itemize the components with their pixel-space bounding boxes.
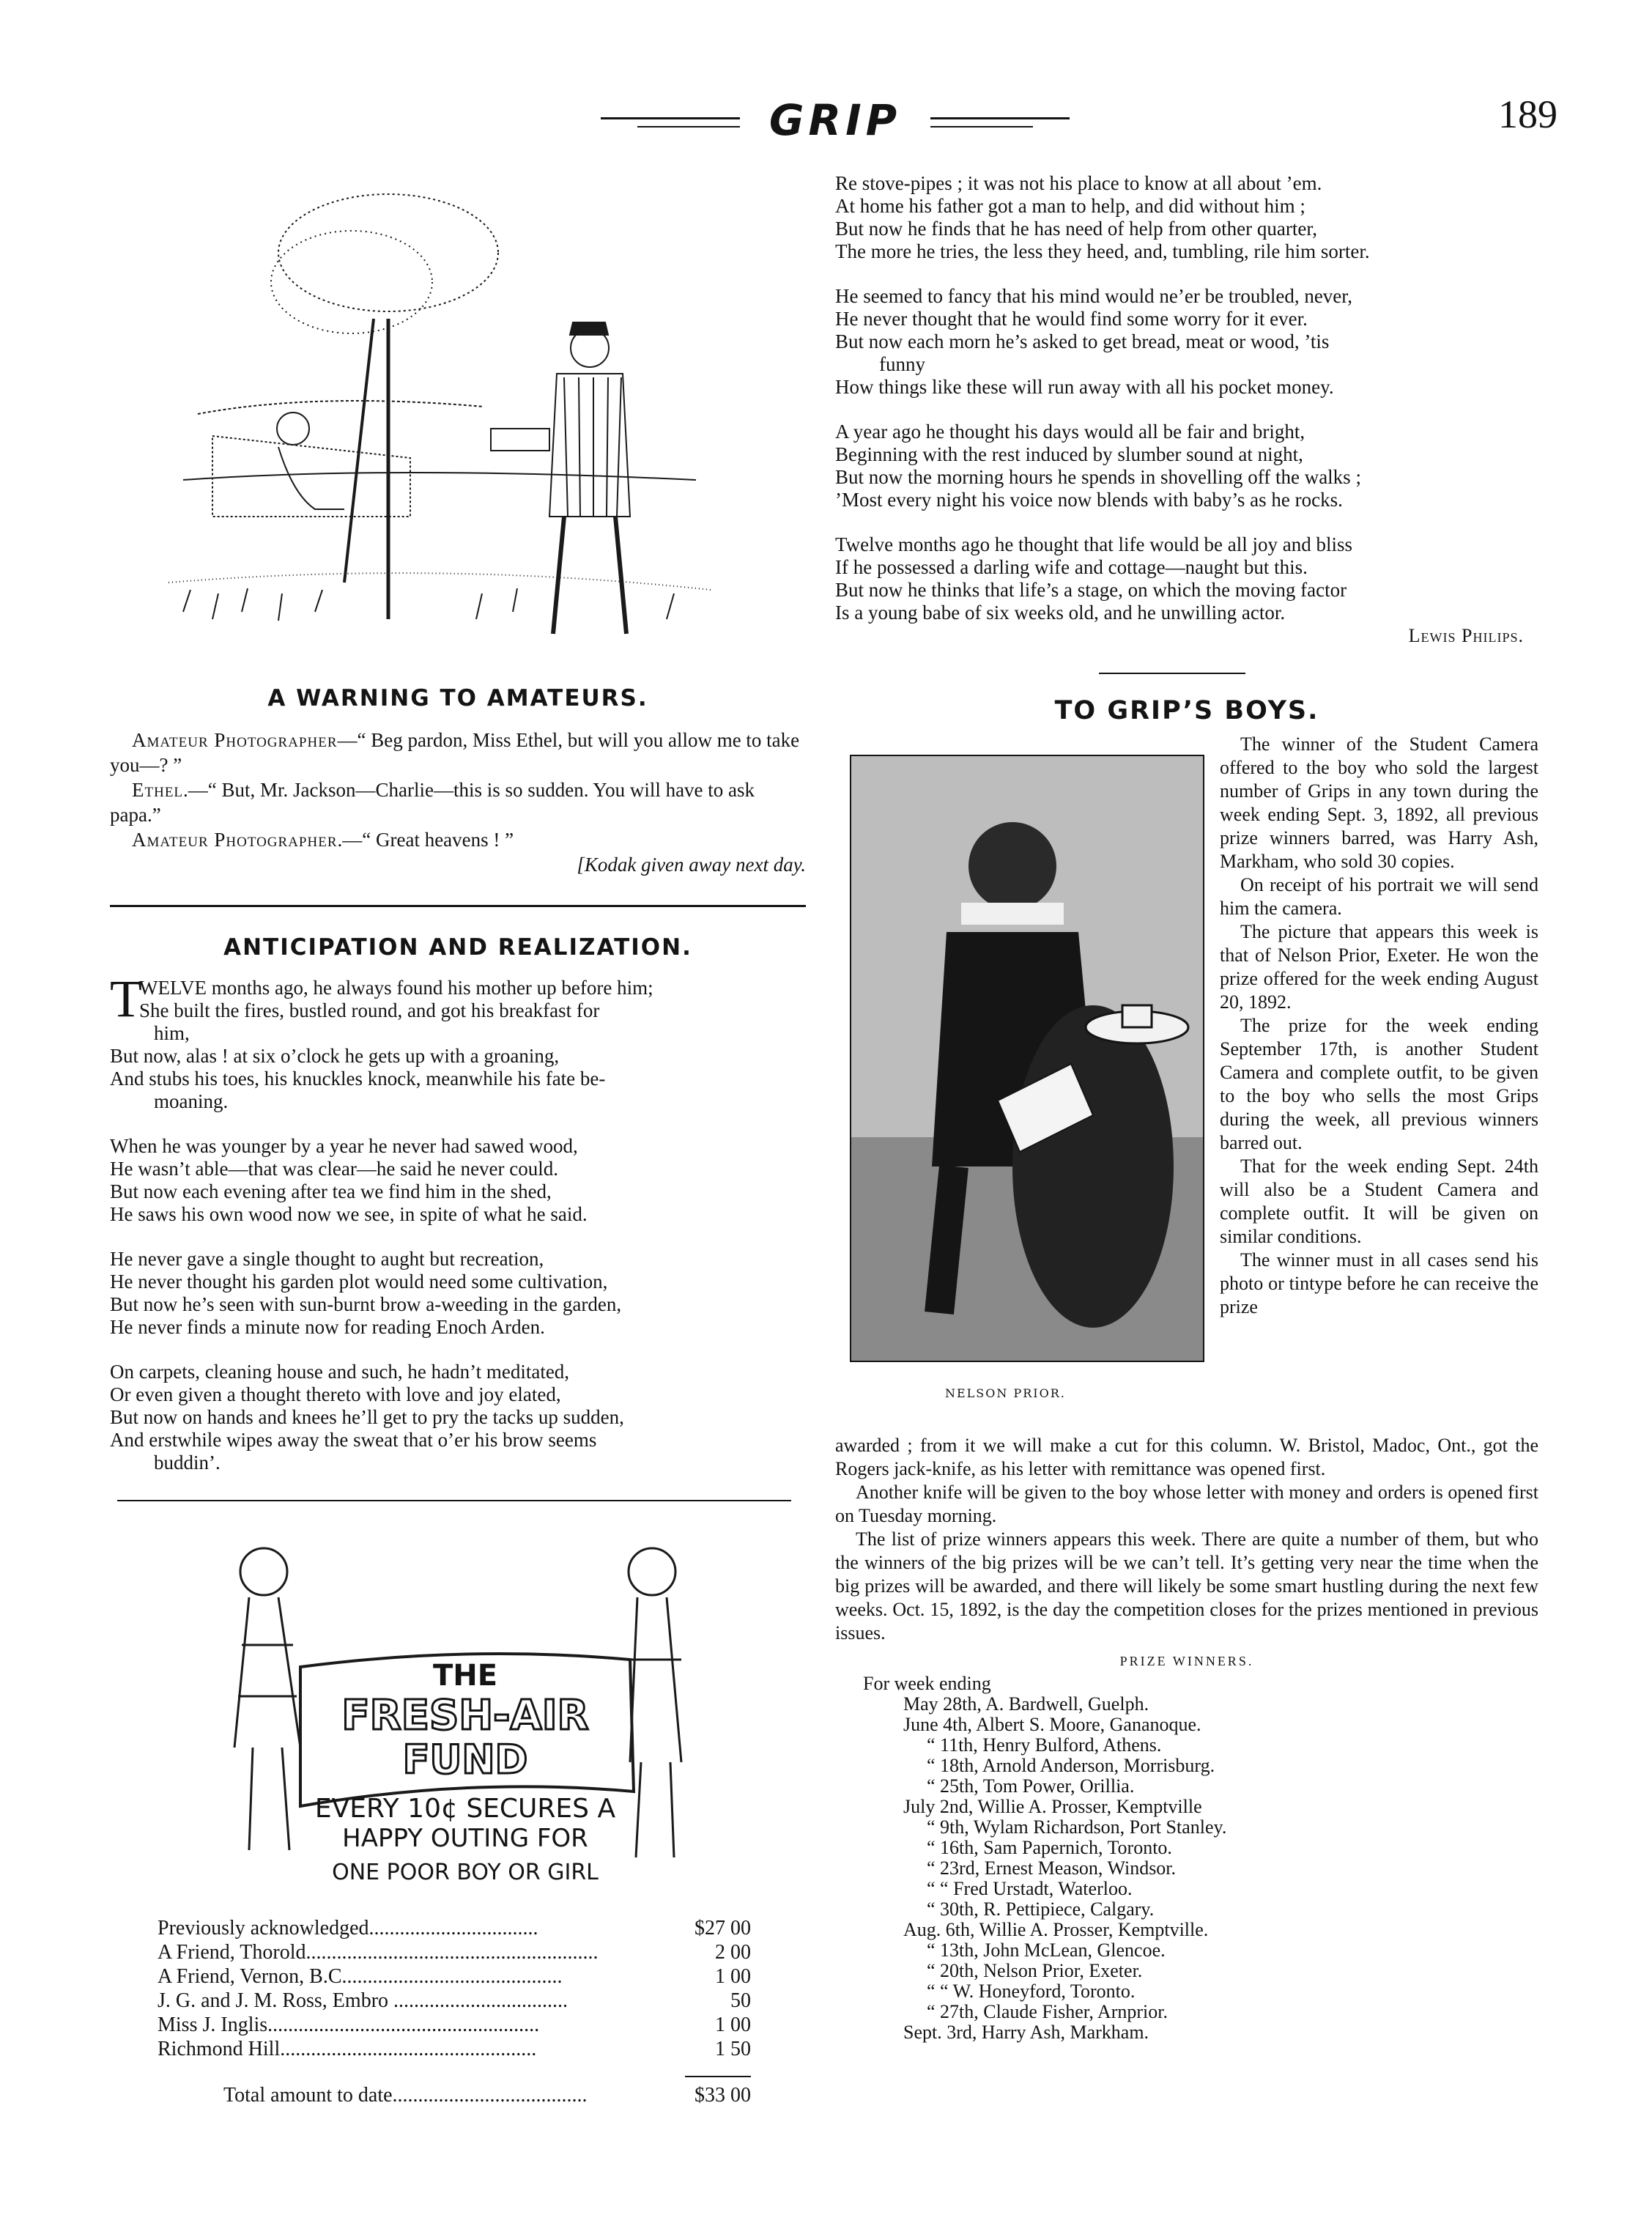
- fund-row-amount: 2 00: [715, 1941, 751, 1964]
- poem-left: [110, 969, 806, 1474]
- fund-row: [158, 1964, 751, 1989]
- fund-row-amount: $27 00: [694, 1917, 751, 1940]
- winner-entry: Aug. 6th, Willie A. Prosser, Kemptville.: [903, 1919, 1209, 1940]
- fund-row-label: A Friend, Thorold.........................................................: [158, 1941, 599, 1964]
- tagline-line-1: EVERY 10¢ SECURES A: [314, 1794, 616, 1824]
- warning-line-2: [110, 777, 806, 827]
- winner-entry: “ 16th, Sam Papernich, Toronto.: [927, 1837, 1172, 1858]
- poem-line: She built the fires, bustled round, and got his breakfast for: [139, 999, 600, 1021]
- boys-paragraph: awarded ; from it we will make a cut for this column. W. Bristol, Madoc, Ont., got the Rogers jack-knife, as his letter with remittance was opened first.: [835, 1435, 1538, 1479]
- poem-line: buddin’.: [154, 1452, 221, 1473]
- poem-line: But now he’s seen with sun-burnt brow a-weeding in the garden,: [110, 1293, 622, 1315]
- fund-row: [158, 1916, 751, 1940]
- poem-line: And stubs his toes, his knuckles knock, meanwhile his fate be-: [110, 1068, 606, 1090]
- fund-row-label: J. G. and J. M. Ross, Embro ..................................: [158, 1989, 568, 2012]
- winners-intro: For week ending: [863, 1673, 991, 1694]
- poem-line: He never gave a single thought to aught but recreation,: [110, 1248, 544, 1270]
- winner-entry: “ 30th, R. Pettipiece, Calgary.: [927, 1898, 1155, 1920]
- poem-line: He never thought his garden plot would need some cultivation,: [110, 1271, 608, 1293]
- poem-line: But now each morn he’s asked to get bread, meat or wood, ’tis: [835, 330, 1330, 352]
- fund-row-amount: 50: [730, 1989, 751, 2012]
- poem-line: But now he finds that he has need of help from other quarter,: [835, 218, 1317, 240]
- warning-line-1: [110, 728, 806, 777]
- stanza-3: [110, 1248, 806, 1339]
- winner-entry: “ 27th, Claude Fisher, Arnprior.: [927, 2001, 1168, 2022]
- warning-line-3-text: .—“ Great heavens ! ”: [337, 829, 514, 851]
- winners-list: [835, 1674, 1538, 2043]
- stanza-1: [110, 969, 806, 1113]
- boys-paragraph: The picture that appears this week is that of Nelson Prior, Exeter. He won the prize offered for the week ending August 20, 1892.: [1220, 921, 1538, 1013]
- poem-line: A year ago he thought his days would all be fair and bright,: [835, 421, 1305, 443]
- poem-line: ’Most every night his voice now blends with baby’s as he rocks.: [835, 489, 1343, 511]
- poem-line: He wasn’t able—that was clear—he said he never could.: [110, 1158, 559, 1180]
- winner-entry: “ “ Fred Urstadt, Waterloo.: [927, 1878, 1133, 1899]
- warning-title: A WARNING TO AMATEURS.: [267, 685, 648, 711]
- speaker-ethel: Ethel: [132, 779, 184, 801]
- banner-line-3: FUND: [402, 1737, 528, 1783]
- winner-entry: “ “ W. Honeyford, Toronto.: [927, 1981, 1136, 2002]
- poem-line: him,: [154, 1022, 190, 1044]
- winner-entry: “ 13th, John McLean, Glencoe.: [927, 1940, 1166, 1961]
- poem-line: But now, alas ! at six o’clock he gets up with a groaning,: [110, 1045, 560, 1067]
- masthead-rule-right: [930, 117, 1070, 119]
- boys-title: TO GRIP’S BOYS.: [1054, 696, 1319, 725]
- fund-row-amount: 1 00: [715, 1965, 751, 1988]
- poem-line: Re stove-pipes ; it was not his place to know at all about ’em.: [835, 172, 1322, 194]
- stanza-6: [835, 285, 1538, 399]
- anticipation-section: [110, 934, 806, 1496]
- winner-entry: July 2nd, Willie A. Prosser, Kemptville: [903, 1796, 1202, 1817]
- poem-line: He never finds a minute now for reading Enoch Arden.: [110, 1316, 545, 1338]
- fund-row-amount: 1 00: [715, 2014, 751, 2036]
- boys-paragraph: The winner of the Student Camera offered to the boy who sold the largest number of Grips in any town during the week ending Sept. 3, 1892, all previous prize winners barred, was Harry Ash, Markham, who sold 30 copies.: [1220, 733, 1538, 872]
- banner-line-2: FRESH-AIR: [341, 1692, 589, 1739]
- poem-line: The more he tries, the less they heed, and, tumbling, rile him sorter.: [835, 240, 1370, 262]
- poem-line: On carpets, cleaning house and such, he hadn’t meditated,: [110, 1361, 570, 1383]
- winner-entry: “ 23rd, Ernest Meason, Windsor.: [927, 1857, 1177, 1879]
- boys-paragraph: That for the week ending Sept. 24th will also be a Student Camera and complete outfit. It will be given on similar conditions.: [1220, 1155, 1538, 1247]
- winner-entry: “ 9th, Wylam Richardson, Port Stanley.: [927, 1816, 1227, 1838]
- masthead-title: GRIP: [768, 95, 902, 145]
- poem-line: Or even given a thought thereto with love and joy elated,: [110, 1383, 561, 1405]
- masthead-rule-left: [601, 117, 740, 119]
- stanza-5: [835, 172, 1538, 263]
- fund-row: [158, 2037, 751, 2061]
- warning-footer: [Kodak given away next day.: [577, 854, 806, 876]
- stanza-7: [835, 421, 1538, 511]
- stanza-4: [110, 1361, 806, 1474]
- poem-line: WELVE months ago, he always found his mother up before him;: [139, 977, 653, 999]
- masthead-rule-left-2: [637, 126, 740, 127]
- stanza-2: [110, 1135, 806, 1226]
- fresh-air-illustration: [220, 1528, 718, 1894]
- fund-row-label: Miss J. Inglis.....................................................: [158, 2014, 540, 2036]
- stanza-8: [835, 533, 1538, 624]
- tagline-line-2: HAPPY OUTING FOR: [342, 1824, 588, 1853]
- nelson-prior-photo: [850, 755, 1204, 1362]
- poem-line: If he possessed a darling wife and cottage—naught but this.: [835, 556, 1308, 578]
- section-divider: [110, 905, 806, 907]
- warning-line-2-text: .—“ But, Mr. Jackson—Charlie—this is so sudden. You will have to ask papa.”: [110, 779, 755, 826]
- poem-line: He saws his own wood now we see, in spite of what he said.: [110, 1203, 588, 1225]
- poem-line: Twelve months ago he thought that life would be all joy and bliss: [835, 533, 1352, 555]
- poem-line: funny: [879, 353, 925, 375]
- winner-entry: May 28th, A. Bardwell, Guelph.: [903, 1693, 1149, 1715]
- photographer-illustration: [168, 172, 711, 670]
- poem-right: [835, 172, 1538, 648]
- section-divider-3: [1099, 673, 1245, 674]
- poem-line: But now on hands and knees he’ll get to pry the tacks up sudden,: [110, 1406, 624, 1428]
- boys-wide-text: [835, 1434, 1538, 2043]
- winners-heading: PRIZE WINNERS.: [1119, 1654, 1254, 1668]
- fund-row: [158, 1940, 751, 1964]
- fund-row-label: Richmond Hill..................................................: [158, 2038, 537, 2060]
- poem-line: But now each evening after tea we find him in the shed,: [110, 1180, 552, 1202]
- warning-line-3: [110, 827, 806, 852]
- warning-dialogue: [110, 728, 806, 877]
- poem-line: Is a young babe of six weeks old, and he unwilling actor.: [835, 602, 1286, 624]
- poem-line: He seemed to fancy that his mind would ne’er be troubled, never,: [835, 285, 1352, 307]
- poem-line: At home his father got a man to help, and did without him ;: [835, 195, 1305, 217]
- poem-line: When he was younger by a year he never had sawed wood,: [110, 1135, 578, 1157]
- poem-line: Beginning with the rest induced by slumber sound at night,: [835, 443, 1303, 465]
- warning-section: [110, 685, 806, 877]
- boys-paragraph: Another knife will be given to the boy whose letter with money and orders is opened first on Tuesday morning.: [835, 1482, 1538, 1526]
- photo-caption: NELSON PRIOR.: [945, 1386, 1066, 1400]
- boys-paragraph: The list of prize winners appears this week. There are quite a number of them, but who the winners of the big prizes will be we can’t tell. It’s getting very near the time when the big prizes will be awarded, and there will likely be some smart hustling during the next few weeks. Oct. 15, 1892, is the day the competition closes for the prizes mentioned in previous issues.: [835, 1528, 1538, 1643]
- fund-row: [158, 1989, 751, 2013]
- anticipation-title: ANTICIPATION AND REALIZATION.: [223, 934, 692, 961]
- warning-line-1-text: —“ Beg pardon, Miss Ethel, but will you allow me to take you—? ”: [110, 729, 800, 776]
- banner-line-1: THE: [432, 1659, 498, 1693]
- winner-entry: Sept. 3rd, Harry Ash, Markham.: [903, 2022, 1149, 2043]
- drop-cap: T: [110, 969, 142, 1028]
- fund-total: [158, 2083, 751, 2107]
- speaker-photographer-2: Amateur Photographer: [132, 829, 338, 851]
- poem-line: He never thought that he would find some worry for it ever.: [835, 308, 1308, 330]
- poem-author: Lewis Philips.: [1408, 625, 1524, 646]
- fund-total-label: Total amount to date......................................: [223, 2084, 588, 2107]
- winner-entry: June 4th, Albert S. Moore, Gananoque.: [903, 1714, 1201, 1735]
- winner-entry: “ 20th, Nelson Prior, Exeter.: [927, 1960, 1143, 1981]
- fund-row-label: A Friend, Vernon, B.C...........................................: [158, 1965, 563, 1988]
- poem-line: And erstwhile wipes away the sweat that o’er his brow seems: [110, 1429, 597, 1451]
- tagline-line-3: ONE POOR BOY OR GIRL: [332, 1860, 599, 1885]
- boys-paragraph: The winner must in all cases send his photo or tintype before he can receive the prize: [1220, 1249, 1538, 1317]
- fund-row-label: Previously acknowledged.................................: [158, 1917, 538, 1940]
- masthead: [601, 95, 1070, 147]
- section-divider-2: [117, 1500, 791, 1501]
- boys-paragraph: The prize for the week ending September 17th, is another Student Camera and complete outfit, to be given to the boy who sells the most Grips during the week, all previous winners barred out.: [1220, 1015, 1538, 1153]
- poem-line: But now he thinks that life’s a stage, on which the moving factor: [835, 579, 1347, 601]
- winner-entry: “ 11th, Henry Bulford, Athens.: [927, 1734, 1162, 1756]
- masthead-rule-right-2: [930, 126, 1033, 127]
- poem-line: moaning.: [154, 1090, 229, 1112]
- boys-narrow-text: [1220, 733, 1538, 1319]
- page-number: 189: [1498, 92, 1557, 136]
- poem-line: But now the morning hours he spends in shovelling off the walks ;: [835, 466, 1361, 488]
- winner-entry: “ 25th, Tom Power, Orillia.: [927, 1775, 1135, 1797]
- poem-line: How things like these will run away with all his pocket money.: [835, 376, 1334, 398]
- fund-total-amount: $33 00: [694, 2084, 751, 2107]
- total-rule: [685, 2076, 751, 2077]
- fund-row: [158, 2013, 751, 2037]
- fund-row-amount: 1 50: [715, 2038, 751, 2060]
- fund-table: [158, 1916, 751, 2107]
- boys-paragraph: On receipt of his portrait we will send him the camera.: [1220, 874, 1538, 919]
- winner-entry: “ 18th, Arnold Anderson, Morrisburg.: [927, 1755, 1215, 1776]
- speaker-photographer: Amateur Photographer: [132, 729, 338, 751]
